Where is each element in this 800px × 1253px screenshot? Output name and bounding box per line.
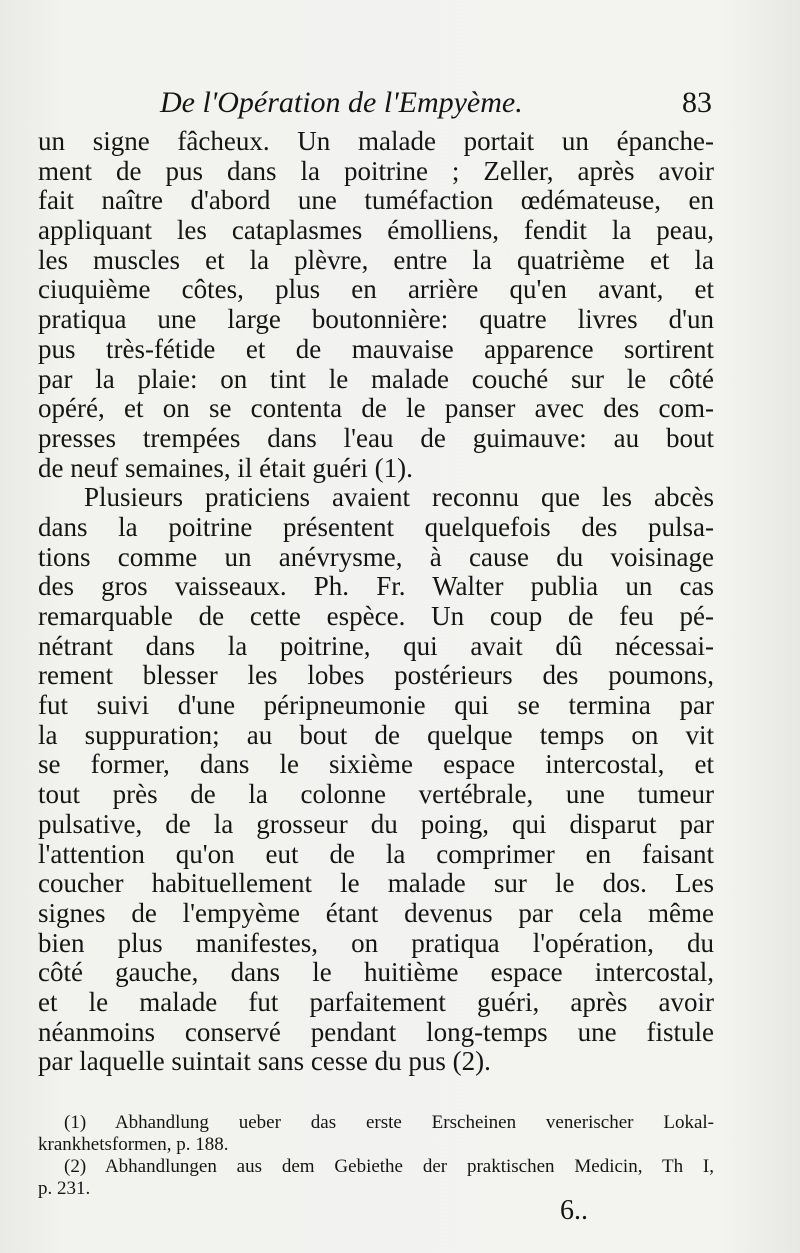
text-line: pulsative, de la grosseur du poing, qui disparut par (38, 808, 714, 839)
footnote-line: krankhetsformen, p. 188. (38, 1134, 229, 1155)
text-line: ciuquième côtes, plus en arrière qu'en avant, et (38, 274, 714, 305)
text-line: néanmoins conservé pendant long-temps une fistule (38, 1016, 714, 1047)
page-header (160, 86, 720, 126)
signature-mark: 6.. (560, 1195, 588, 1226)
text-line: Plusieurs praticiens avaient reconnu que les abcès (84, 482, 714, 513)
text-line: se former, dans le sixième espace intercostal, et (38, 749, 714, 780)
text-line: signes de l'empyème étant devenus par cela même (38, 897, 714, 928)
text-line: et le malade fut parfaitement guéri, après avoir (38, 986, 714, 1017)
text-line: bien plus manifestes, on pratiqua l'opération, du (38, 927, 714, 958)
text-line: coucher habituellement le malade sur le dos. Les (38, 868, 714, 899)
text-line: pratiqua une large boutonnière: quatre livres d'un (38, 304, 714, 335)
text-line: fait naître d'abord une tuméfaction œdémateuse, en (38, 185, 714, 216)
text-line: par laquelle suintait sans cesse du pus (2). (38, 1046, 491, 1077)
text-line: dans la poitrine présentent quelquefois des pulsa- (38, 511, 714, 542)
text-line: de neuf semaines, il était guéri (1). (38, 452, 413, 483)
text-line: remarquable de cette espèce. Un coup de feu pé- (38, 601, 714, 631)
text-line: opéré, et on se contenta de le panser avec des com- (38, 393, 714, 424)
text-line: rement blesser les lobes postérieurs des poumons, (38, 660, 714, 691)
footnote-line: (1) Abhandlung ueber das erste Erscheinen venerischer Lokal- (64, 1112, 714, 1133)
text-line: par la plaie: on tint le malade couché sur le côté (38, 363, 714, 394)
text-line: appliquant les cataplasmes émolliens, fendit la peau, (38, 215, 714, 246)
text-line: la suppuration; au bout de quelque temps on vit (38, 719, 714, 750)
text-line: presses trempées dans l'eau de guimauve: au bout (38, 422, 714, 453)
page-number: 83 (682, 86, 712, 119)
body-text (38, 127, 714, 1077)
text-line: fut suivi d'une péripneumonie qui se termina par (38, 690, 714, 721)
footnotes (38, 1112, 714, 1200)
text-line: nétrant dans la poitrine, qui avait dû nécessai- (38, 630, 714, 661)
text-line: tout près de la colonne vertébrale, une tumeur (38, 779, 714, 810)
text-line: côté gauche, dans le huitième espace intercostal, (38, 957, 714, 988)
text-line: l'attention qu'on eut de la comprimer en faisant (38, 838, 714, 869)
text-line: ment de pus dans la poitrine ; Zeller, après avoir (38, 155, 714, 186)
footnote-line: p. 231. (38, 1178, 91, 1199)
footnote-line: (2) Abhandlungen aus dem Gebiethe der praktischen Medicin, Th I, (64, 1156, 714, 1177)
text-line: les muscles et la plèvre, entre la quatrième et la (38, 244, 714, 275)
text-line: des gros vaisseaux. Ph. Fr. Walter publia un cas (38, 571, 714, 602)
text-line: tions comme un anévrysme, à cause du voisinage (38, 541, 714, 572)
text-line: un signe fâcheux. Un malade portait un épanche- (38, 126, 714, 156)
text-line: pus très-fétide et de mauvaise apparence sortirent (38, 333, 714, 364)
running-title: De l'Opération de l'Empyème. (160, 86, 523, 119)
